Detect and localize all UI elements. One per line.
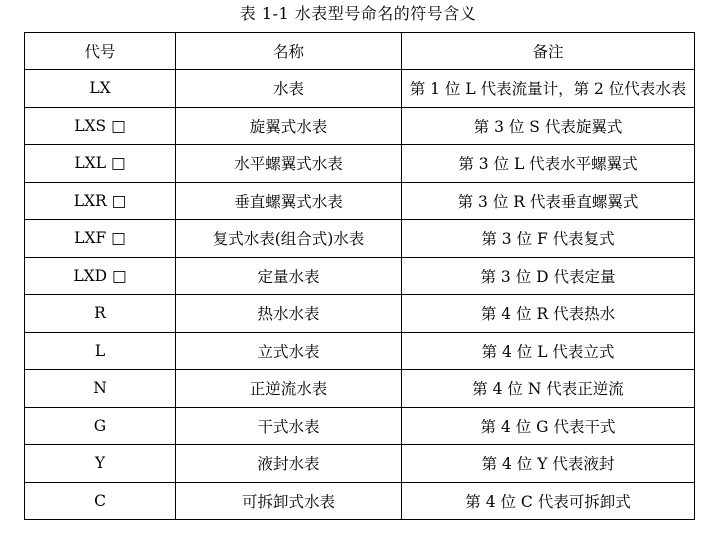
- cell-code: LXS □: [25, 107, 176, 145]
- cell-note: 第 3 位 F 代表复式: [402, 220, 695, 258]
- cell-note: 第 4 位 G 代表干式: [402, 407, 695, 445]
- cell-note: 第 4 位 Y 代表液封: [402, 445, 695, 483]
- table-row: [25, 70, 695, 108]
- table-row: [25, 332, 695, 370]
- table-row: [25, 257, 695, 295]
- cell-note: 第 4 位 R 代表热水: [402, 295, 695, 333]
- cell-code: G: [25, 407, 176, 445]
- cell-note: 第 4 位 L 代表立式: [402, 332, 695, 370]
- cell-name: 热水水表: [176, 295, 402, 333]
- cell-name: 正逆流水表: [176, 370, 402, 408]
- cell-name: 液封水表: [176, 445, 402, 483]
- header-note: 备注: [402, 33, 695, 70]
- cell-name: 水表: [176, 70, 402, 108]
- cell-name: 水平螺翼式水表: [176, 145, 402, 183]
- header-name: 名称: [176, 33, 402, 70]
- table-row: [25, 445, 695, 483]
- cell-note: 第 1 位 L 代表流量计，第 2 位代表水表: [402, 70, 695, 108]
- table-row: [25, 295, 695, 333]
- cell-code: LXD □: [25, 257, 176, 295]
- table-row: [25, 407, 695, 445]
- table-row: [25, 370, 695, 408]
- cell-note: 第 4 位 C 代表可拆卸式: [402, 482, 695, 520]
- table-row: [25, 145, 695, 183]
- cell-code: N: [25, 370, 176, 408]
- table-caption: 表 1-1 水表型号命名的符号含义: [239, 4, 477, 23]
- cell-name: 干式水表: [176, 407, 402, 445]
- cell-note: 第 3 位 D 代表定量: [402, 257, 695, 295]
- cell-name: 立式水表: [176, 332, 402, 370]
- header-code: 代号: [25, 33, 176, 70]
- cell-code: LX: [25, 70, 176, 108]
- cell-code: C: [25, 482, 176, 520]
- cell-code: L: [25, 332, 176, 370]
- cell-note: 第 3 位 R 代表垂直螺翼式: [402, 182, 695, 220]
- cell-code: LXL □: [25, 145, 176, 183]
- table-row: [25, 107, 695, 145]
- cell-note: 第 3 位 S 代表旋翼式: [402, 107, 695, 145]
- cell-name: 复式水表(组合式)水表: [176, 220, 402, 258]
- table-header-row: [25, 33, 695, 70]
- cell-code: LXF □: [25, 220, 176, 258]
- water-meter-symbol-table: [24, 32, 695, 520]
- cell-note: 第 3 位 L 代表水平螺翼式: [402, 145, 695, 183]
- cell-name: 旋翼式水表: [176, 107, 402, 145]
- cell-name: 定量水表: [176, 257, 402, 295]
- table-row: [25, 182, 695, 220]
- cell-name: 垂直螺翼式水表: [176, 182, 402, 220]
- cell-code: R: [25, 295, 176, 333]
- table-row: [25, 220, 695, 258]
- table-row: [25, 482, 695, 520]
- cell-name: 可拆卸式水表: [176, 482, 402, 520]
- cell-code: LXR □: [25, 182, 176, 220]
- cell-code: Y: [25, 445, 176, 483]
- cell-note: 第 4 位 N 代表正逆流: [402, 370, 695, 408]
